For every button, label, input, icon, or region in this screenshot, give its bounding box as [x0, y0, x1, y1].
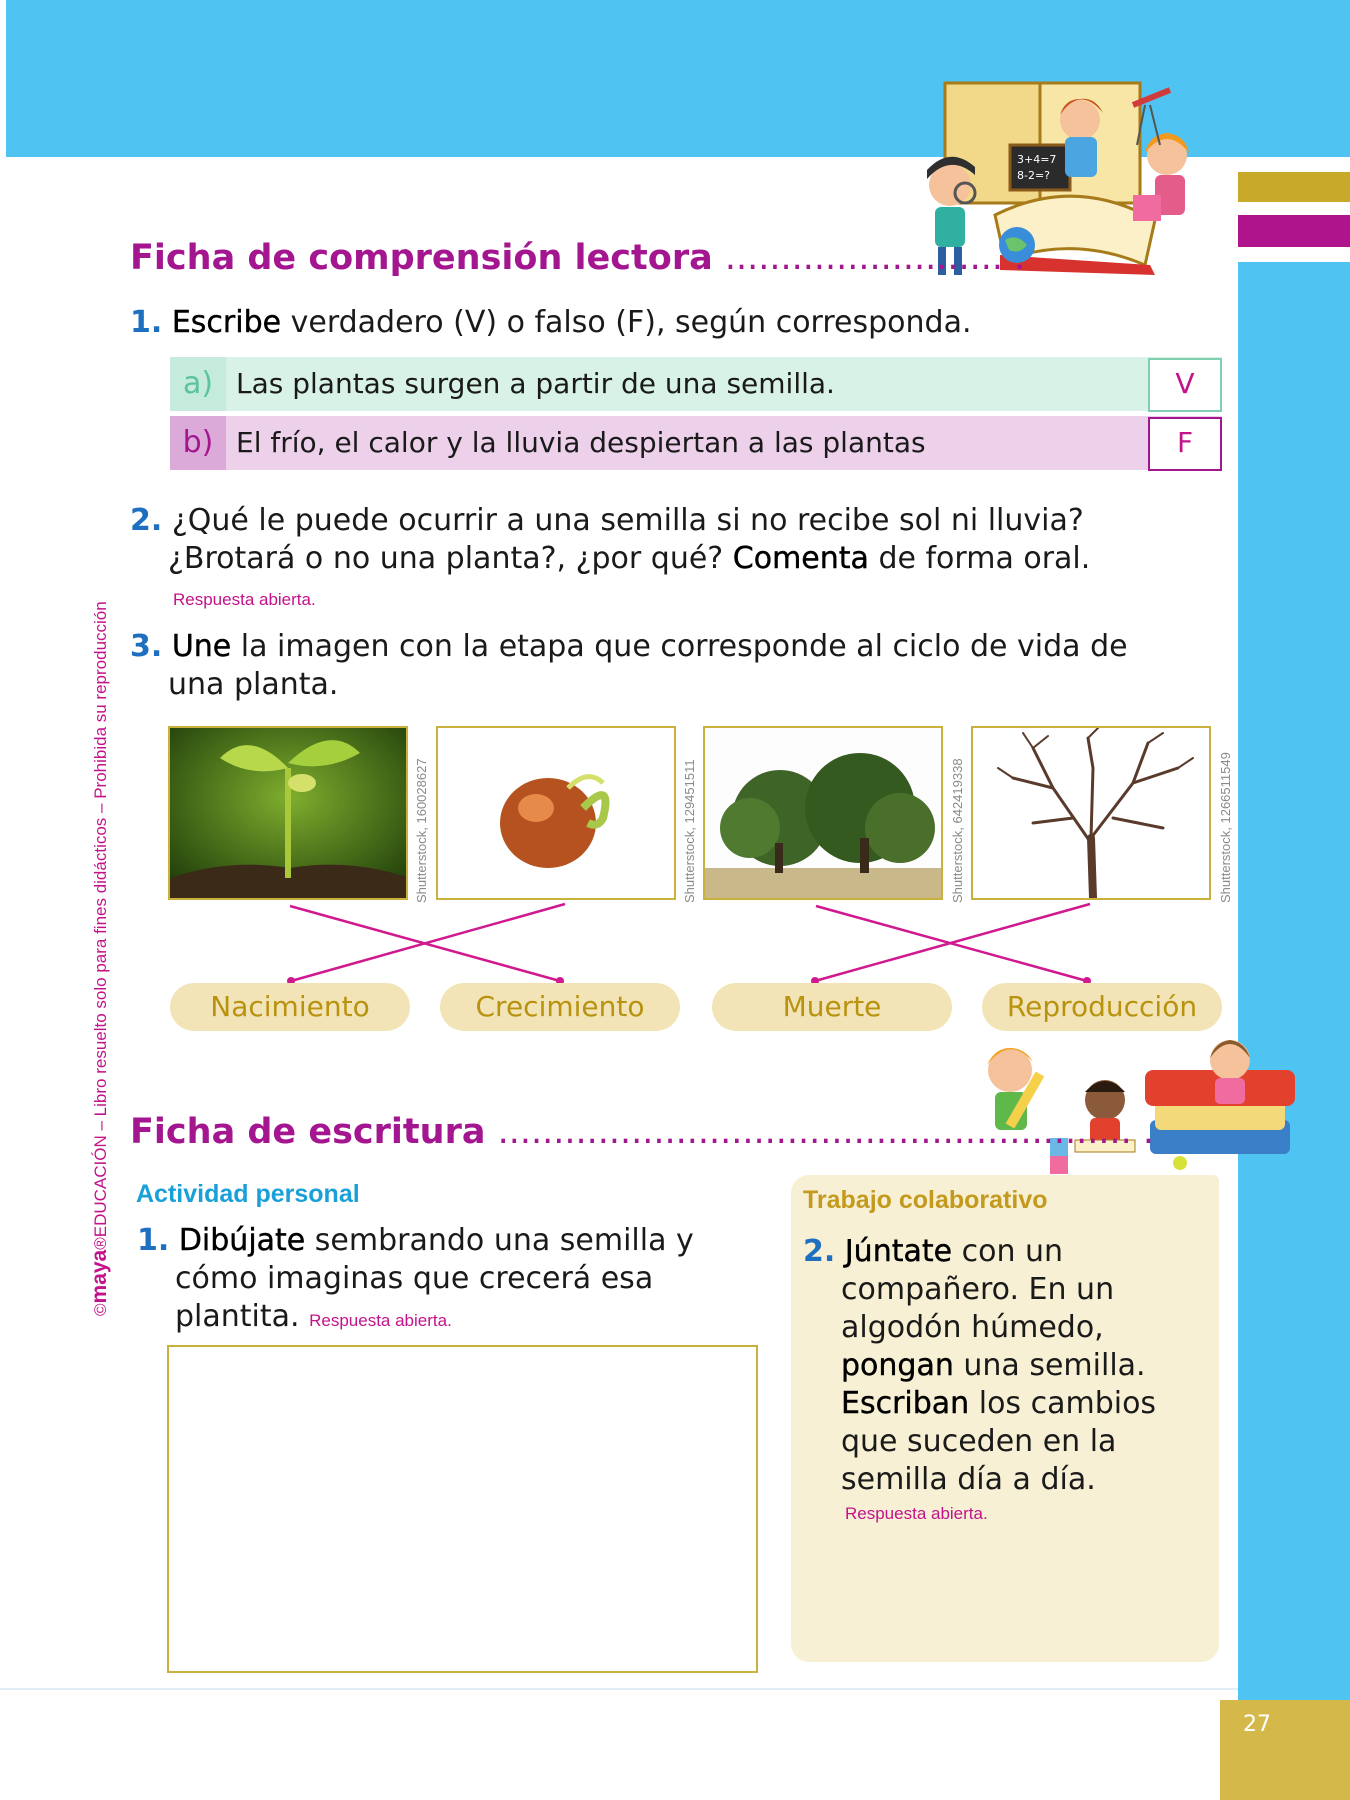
question-2 — [130, 502, 1090, 578]
question-number: 1. — [137, 1223, 170, 1258]
title-dots: ......................................................... . — [497, 1112, 1155, 1152]
copyright-text: ®EDUCACIÓN – Libro resuelto solo para fines didácticos – Prohibida su reproducción — [91, 601, 110, 1250]
footer-divider — [0, 1688, 1238, 1690]
page-number-box — [1220, 1700, 1350, 1800]
personal-activity-heading: Actividad personal — [136, 1180, 360, 1208]
question-text-line: algodón húmedo, — [841, 1310, 1104, 1345]
question-text-line: compañero. En un — [841, 1272, 1115, 1307]
kids-books-illustration — [965, 1030, 1335, 1180]
question-text-line: semilla día a día. — [841, 1462, 1096, 1497]
question-text-line: cómo imaginas que crecerá esa — [175, 1261, 654, 1296]
side-tab-gold — [1238, 172, 1350, 202]
question-1 — [130, 304, 972, 342]
stage-label[interactable]: Nacimiento — [170, 983, 410, 1031]
side-margin-band — [1238, 262, 1350, 1700]
copyright-symbol: © — [91, 1303, 110, 1316]
stage-label[interactable]: Crecimiento — [440, 983, 680, 1031]
stage-label[interactable]: Reproducción — [982, 983, 1222, 1031]
statement-row-a — [170, 357, 1222, 411]
answer-box[interactable]: V — [1148, 358, 1222, 412]
match-line — [291, 904, 565, 981]
statement-text: Las plantas surgen a partir de una semilla. — [236, 367, 835, 400]
page-number: 27 — [1243, 1712, 1271, 1737]
sprout-photo — [168, 726, 408, 900]
question-text-line: la imagen con la etapa que corresponde al ciclo de vida de — [231, 629, 1128, 664]
question-text-line: con un — [952, 1234, 1064, 1269]
match-line — [816, 906, 1087, 981]
seed-photo — [436, 726, 676, 900]
personal-activity-question — [137, 1222, 694, 1340]
drawing-box[interactable] — [167, 1345, 758, 1673]
question-text-line: sembrando una semilla y — [305, 1223, 694, 1258]
answer-box[interactable]: F — [1148, 417, 1222, 471]
statement-label: b) — [170, 416, 226, 470]
question-text-line: ¿Brotará o no una planta?, ¿por qué? — [168, 541, 733, 576]
photo-credit: Shutterstock, 1266511549 — [1218, 752, 1233, 903]
collab-question — [803, 1233, 1156, 1499]
answer-note: Respuesta abierta. — [173, 590, 316, 609]
side-tab-magenta — [1238, 215, 1350, 247]
question-text-line: los cambios — [969, 1386, 1157, 1421]
question-3 — [130, 628, 1128, 704]
question-text-line: que suceden en la — [841, 1424, 1117, 1459]
svg-text:8-2=?: 8-2=? — [1017, 169, 1051, 182]
instruction-verb: Escribe — [171, 305, 282, 340]
instruction-verb: Dibújate — [178, 1223, 306, 1258]
statement-row-b — [170, 416, 1222, 470]
answer-note: Respuesta abierta. — [309, 1311, 452, 1330]
svg-text:3+4=7: 3+4=7 — [1017, 153, 1057, 166]
writing-section-title: Ficha de escritura ......................................................... . — [130, 1112, 1155, 1152]
dead-tree-photo — [971, 726, 1211, 900]
question-text-line: plantita. — [175, 1299, 300, 1334]
title-dots: ......................... . — [724, 238, 1026, 278]
question-text-line: una planta. — [168, 667, 339, 702]
answer-note: Respuesta abierta. — [845, 1504, 988, 1523]
photo-credit: Shutterstock, 160028627 — [414, 758, 429, 903]
question-text-line: una semilla. — [953, 1348, 1146, 1383]
question-number: 2. — [803, 1234, 836, 1269]
question-number: 2. — [130, 503, 163, 538]
reading-comprehension-title: Ficha de comprensión lectora ......................... . — [130, 238, 1026, 278]
instruction-verb: pongan — [841, 1348, 954, 1383]
instruction-verb: Escriban — [841, 1386, 970, 1421]
collab-heading: Trabajo colaborativo — [803, 1186, 1048, 1214]
instruction-verb: Comenta — [732, 541, 869, 576]
copyright-notice — [88, 601, 112, 1316]
photo-credit: Shutterstock, 129451511 — [682, 759, 697, 903]
question-number: 3. — [130, 629, 163, 664]
match-line — [815, 904, 1090, 981]
photo-credit: Shutterstock, 642419338 — [950, 758, 965, 903]
instruction-verb: Une — [171, 629, 232, 664]
question-text-line: ¿Qué le puede ocurrir a una semilla si no recibe sol ni lluvia? — [171, 503, 1084, 538]
question-number: 1. — [130, 305, 163, 340]
instruction-verb: Júntate — [844, 1234, 953, 1269]
trees-photo — [703, 726, 943, 900]
brand-name: maya — [88, 1249, 111, 1304]
match-line — [290, 906, 560, 981]
stage-label[interactable]: Muerte — [712, 983, 952, 1031]
question-text-line: de forma oral. — [868, 541, 1091, 576]
statement-label: a) — [170, 357, 226, 411]
statement-text: El frío, el calor y la lluvia despiertan a las plantas — [236, 426, 926, 459]
question-text: verdadero (V) o falso (F), según corresponda. — [281, 305, 972, 340]
